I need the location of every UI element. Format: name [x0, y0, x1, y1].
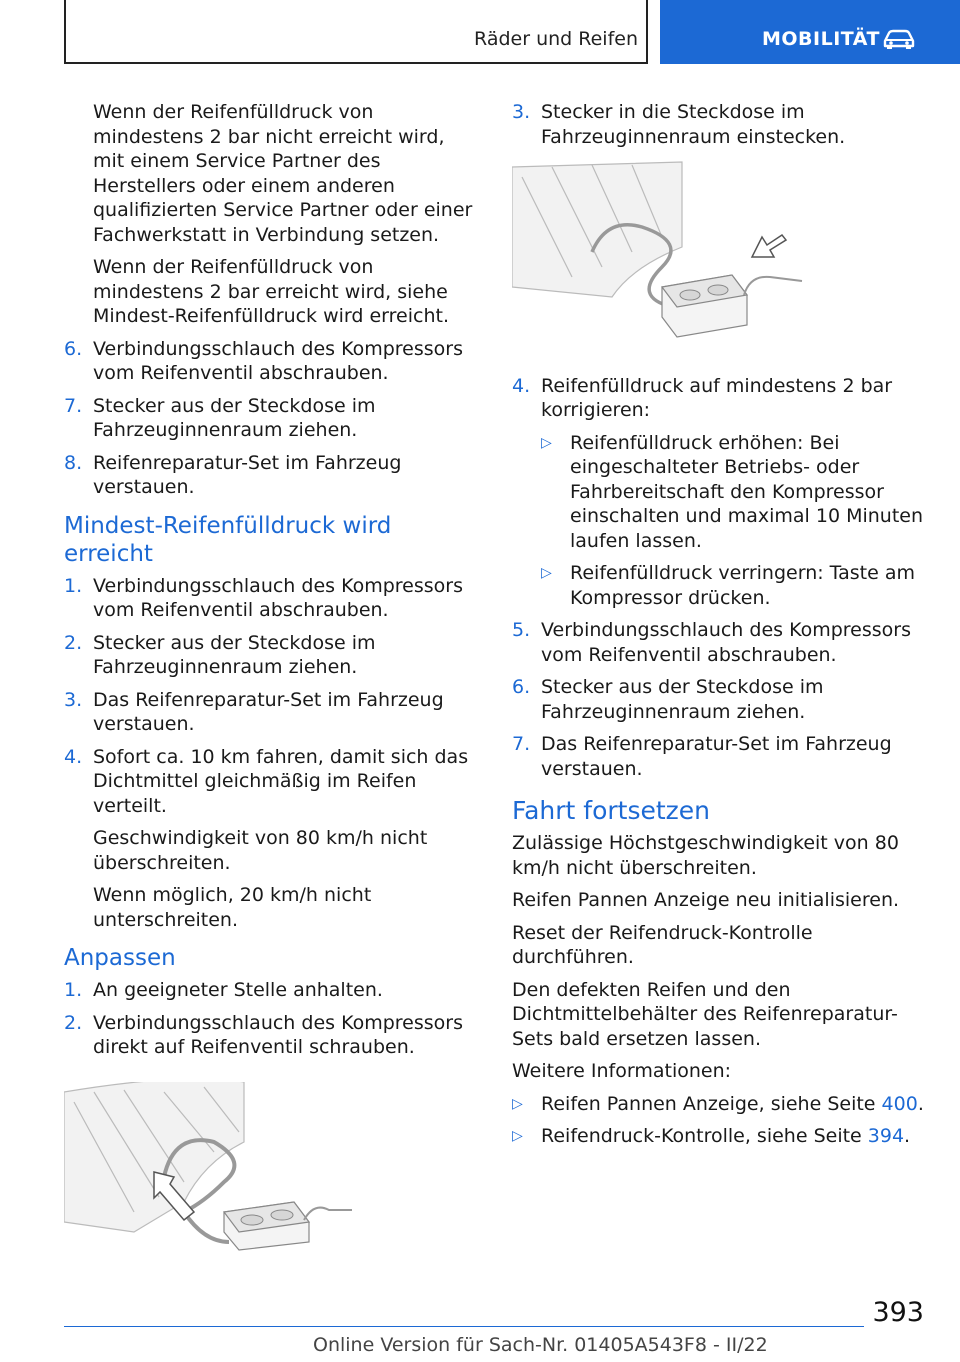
list-item: [64, 394, 476, 443]
link-prefix: Reifen Pannen Anzeige, siehe Seite: [541, 1092, 882, 1115]
bullet-item: [512, 1092, 924, 1117]
paragraph: Reset der Reifendruck-Kontrolle durchführen.: [512, 921, 813, 968]
step-number: 7.: [512, 733, 531, 755]
paragraph: Zulässige Höchstgeschwindigkeit von 80 km/h nicht überschreiten.: [512, 832, 899, 879]
step-text: Verbindungsschlauch des Kompressors vom Reifenventil abschrauben.: [93, 337, 463, 384]
step-text: Verbindungsschlauch des Kompressors direkt auf Reifenventil schrauben.: [93, 1011, 463, 1058]
link-prefix: Reifendruck-Kontrolle, siehe Seite: [541, 1125, 868, 1147]
page-number: 393: [872, 1297, 924, 1328]
step-note: Geschwindigkeit von 80 km/h nicht überschreiten.: [93, 827, 428, 874]
step-number: 2.: [64, 1011, 83, 1034]
list-item: [64, 978, 476, 1003]
footer-text: Online Version für Sach-Nr. 01405A543F8 - II/22: [313, 1334, 768, 1356]
step-number: 6.: [64, 337, 83, 360]
paragraph: [64, 255, 476, 329]
left-column: [64, 100, 476, 1278]
step-text: Stecker aus der Steckdose im Fahrzeuginnenraum ziehen.: [541, 676, 824, 723]
bullet-marker: ▷: [512, 1095, 523, 1112]
step-number: 6.: [512, 676, 531, 698]
step-text: Das Reifenreparatur-Set im Fahrzeug verstauen.: [93, 688, 444, 735]
paragraph: Reifen Pannen Anzeige neu initialisieren.: [512, 889, 900, 911]
bullet-marker: ▷: [541, 565, 552, 581]
step-text: Das Reifenreparatur-Set im Fahrzeug verstauen.: [541, 733, 892, 780]
list-item: [64, 337, 476, 386]
step-text: Reifenfülldruck auf mindestens 2 bar korrigieren:: [541, 374, 893, 421]
list-item: [512, 675, 924, 724]
list-item: [64, 574, 476, 623]
list-item: [512, 732, 924, 781]
chapter-tab[interactable]: [660, 0, 960, 64]
step-number: 8.: [64, 451, 83, 474]
step-text: Stecker aus der Steckdose im Fahrzeuginnenraum ziehen.: [93, 394, 376, 441]
step-text: Verbindungsschlauch des Kompressors vom Reifenventil abschrauben.: [541, 619, 911, 666]
step-number: 7.: [64, 394, 83, 417]
step-note: Wenn möglich, 20 km/h nicht unterschreiten.: [93, 884, 372, 931]
paragraph: Den defekten Reifen und den Dichtmittelbehälter des Reifenreparatur-Sets bald ersetzen lassen.: [512, 978, 898, 1050]
compressor-valve-illustration: [64, 1082, 476, 1259]
chapter-tab-label: MOBILITÄT: [762, 28, 880, 50]
step-text: Stecker aus der Steckdose im Fahrzeuginnenraum ziehen.: [93, 631, 376, 678]
bullet-item: [512, 1124, 924, 1149]
step-number: 5.: [512, 619, 531, 641]
footer-divider: [64, 1326, 864, 1327]
step-text: Verbindungsschlauch des Kompressors vom Reifenventil abschrauben.: [93, 574, 463, 621]
bullet-marker: ▷: [512, 1128, 523, 1144]
bullet-item: [512, 561, 924, 610]
bullet-item: [512, 431, 924, 554]
step-number: 4.: [64, 745, 83, 768]
step-number: 2.: [64, 631, 83, 654]
list-item: [64, 745, 476, 819]
bullet-text: Reifenfülldruck erhöhen: Bei eingeschalteter Betriebs- oder Fahrbereitschaft den Kompressor einschalten und maximal 10 Minuten laufen lassen.: [570, 431, 924, 552]
page-link-394[interactable]: 394: [867, 1125, 905, 1147]
section-title: Räder und Reifen: [474, 28, 638, 50]
step-number: 4.: [512, 374, 531, 397]
bullet-text: [541, 1092, 924, 1117]
step-number: 3.: [64, 688, 83, 711]
paragraph-text: Wenn der Reifenfülldruck von mindestens 2 bar erreicht wird, siehe Mindest-Reifenfülldruck wird erreicht.: [93, 256, 449, 327]
step-text: An geeigneter Stelle anhalten.: [93, 979, 383, 1001]
illustration-svg: [64, 1082, 364, 1252]
list-item: [64, 631, 476, 680]
step-text: Sofort ca. 10 km fahren, damit sich das Dichtmittel gleichmäßig im Reifen verteilt.: [93, 745, 469, 817]
step-text: Reifenreparatur-Set im Fahrzeug verstauen.: [93, 451, 402, 498]
list-item: [512, 374, 924, 423]
list-item: [512, 100, 924, 149]
bullet-text: [541, 1124, 924, 1149]
section-heading: Anpassen: [64, 945, 176, 971]
list-item: [64, 688, 476, 737]
list-item: [512, 618, 924, 667]
car-icon: [882, 28, 916, 50]
list-item: [64, 1011, 476, 1060]
link-suffix: .: [917, 1092, 924, 1115]
step-number: 3.: [512, 101, 531, 123]
link-suffix: .: [904, 1125, 911, 1147]
page-link-400[interactable]: 400: [881, 1092, 918, 1115]
bullet-marker: ▷: [541, 434, 552, 451]
paragraph: Wenn der Reifenfülldruck von mindestens 2 bar nicht erreicht wird, mit einem Service Partner des Herstellers oder einem anderen qualifizierten Service Partner oder einer Fachwerkstatt in Verbindung setzen.: [93, 101, 473, 246]
right-column: [512, 100, 924, 1157]
bullet-text: Reifenfülldruck verringern: Taste am Kompressor drücken.: [570, 562, 916, 609]
list-item: [64, 451, 476, 500]
section-heading: Fahrt fortsetzen: [512, 796, 711, 825]
paragraph: Weitere Informationen:: [512, 1060, 732, 1082]
step-text: Stecker in die Steckdose im Fahrzeuginnenraum einstecken.: [541, 101, 846, 148]
step-number: 1.: [64, 574, 83, 597]
step-number: 1.: [64, 979, 83, 1001]
section-heading: Mindest-Reifenfülldruck wird erreicht: [64, 512, 392, 567]
illustration-svg: [512, 157, 812, 347]
compressor-plug-illustration: [512, 157, 924, 354]
